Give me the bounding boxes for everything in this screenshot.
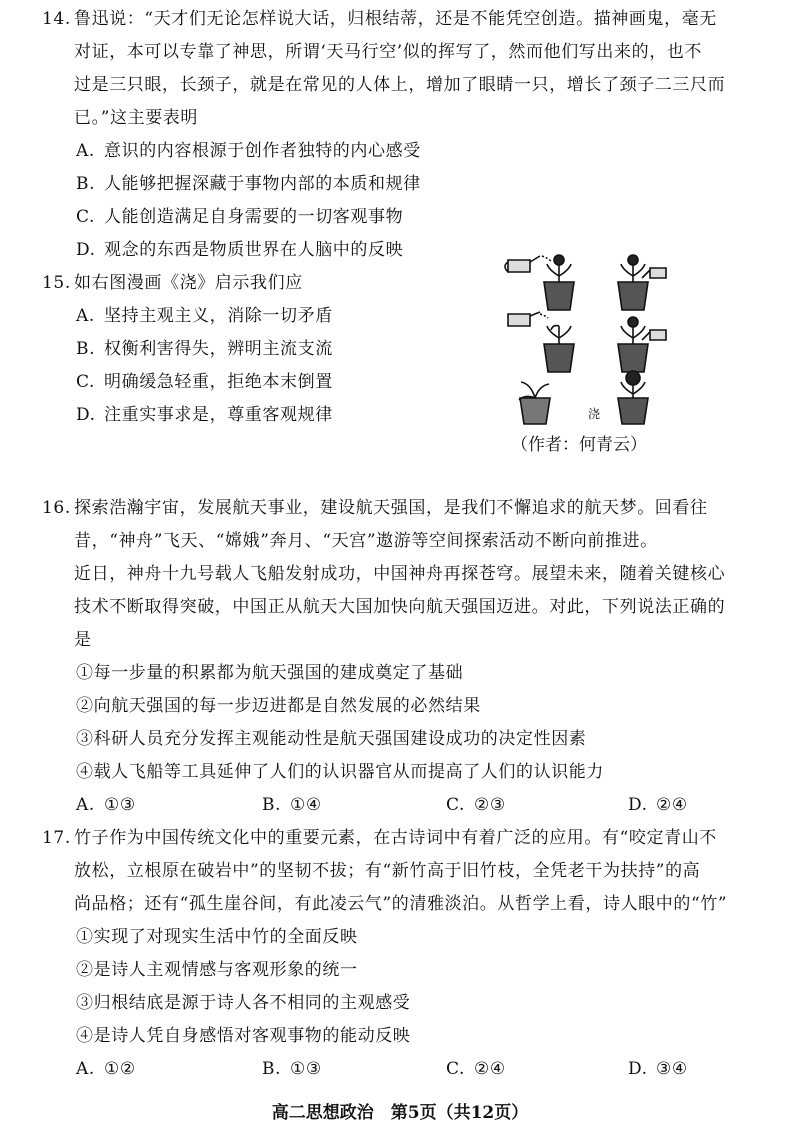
question-number: 15. xyxy=(42,273,71,293)
question-stem-line: 过是三只眼，长颈子，就是在常见的人体上，增加了眼睛一只，增长了颈子二三尺而 xyxy=(74,75,726,95)
choice-text: ②④ xyxy=(474,1059,506,1079)
choice-c xyxy=(446,1058,506,1080)
option-c xyxy=(76,371,333,393)
statement: ④是诗人凭自身感悟对客观事物的能动反映 xyxy=(76,1026,411,1046)
option-a xyxy=(76,140,421,162)
choice-a xyxy=(76,1058,136,1080)
option-d xyxy=(76,239,403,261)
question-stem-line: 如右图漫画《浇》启示我们应 xyxy=(74,273,303,293)
option-label: C. xyxy=(76,372,96,392)
flower-pot-icon xyxy=(618,317,648,372)
option-label: D. xyxy=(76,240,96,260)
choice-label: C. xyxy=(446,795,466,815)
choice-b xyxy=(262,1058,322,1080)
option-b xyxy=(76,338,333,360)
flower-pot-icon xyxy=(544,255,574,310)
watering-can-icon xyxy=(642,268,666,278)
choice-d xyxy=(628,794,688,816)
choice-label: D. xyxy=(628,795,648,815)
option-text: 坚持主观主义，消除一切矛盾 xyxy=(104,306,333,326)
choice-label: B. xyxy=(262,795,282,815)
option-label: A. xyxy=(76,306,95,326)
question-stem-line: 昔，“神舟”飞天、“嫦娥”奔月、“天宫”遨游等空间探索活动不断向前推进。 xyxy=(74,531,658,551)
option-label: D. xyxy=(76,405,96,425)
statement: ④载人飞船等工具延伸了人们的认识器官从而提高了人们的认识能力 xyxy=(76,762,604,782)
choice-text: ③④ xyxy=(656,1059,688,1079)
question-stem-line: 尚品格；还有“孤生崖谷间，有此凌云气”的清雅淡泊。从哲学上看，诗人眼中的“竹” xyxy=(74,894,728,914)
choice-text: ①③ xyxy=(290,1059,322,1079)
option-a xyxy=(76,305,333,327)
question-stem-line: 近日，神舟十九号载人飞船发射成功，中国神舟再探苍穹。展望未来，随着关键核心 xyxy=(74,564,726,584)
choice-text: ②④ xyxy=(656,795,688,815)
option-text: 意识的内容根源于创作者独特的内心感受 xyxy=(104,141,421,161)
option-text: 注重实事求是，尊重客观规律 xyxy=(104,405,333,425)
choice-text: ①② xyxy=(104,1059,136,1079)
choice-c xyxy=(446,794,506,816)
choice-d xyxy=(628,1058,688,1080)
page-footer: 高二思想政治 第5页（共12页） xyxy=(271,1103,529,1123)
choice-text: ①③ xyxy=(104,795,136,815)
figure-caption: （作者：何青云） xyxy=(511,435,647,455)
question-stem-line: 探索浩瀚宇宙，发展航天事业，建设航天强国，是我们不懈追求的航天梦。回看往 xyxy=(74,498,708,518)
choice-b xyxy=(262,794,322,816)
option-b xyxy=(76,173,421,195)
option-d xyxy=(76,404,333,426)
question-stem-line: 是 xyxy=(74,630,92,650)
statement: ②向航天强国的每一步迈进都是自然发展的必然结果 xyxy=(76,696,481,716)
question-stem-line: 竹子作为中国传统文化中的重要元素，在古诗词中有着广泛的应用。有“咬定青山不 xyxy=(74,828,717,848)
option-text: 明确缓急轻重，拒绝本末倒置 xyxy=(104,372,333,392)
option-label: B. xyxy=(76,174,96,194)
wilted-plant-icon xyxy=(519,382,550,424)
flower-pot-icon xyxy=(618,255,648,310)
option-text: 人能创造满足自身需要的一切客观事物 xyxy=(104,207,404,227)
statement: ③科研人员充分发挥主观能动性是航天强国建设成功的决定性因素 xyxy=(76,729,587,749)
question-number: 14. xyxy=(42,9,71,29)
choice-a xyxy=(76,794,136,816)
choice-label: B. xyxy=(262,1059,282,1079)
choice-text: ①④ xyxy=(290,795,322,815)
choice-label: D. xyxy=(628,1059,648,1079)
watering-can-icon xyxy=(508,312,540,326)
option-text: 观念的东西是物质世界在人脑中的反映 xyxy=(104,240,404,260)
statement: ①实现了对现实生活中竹的全面反映 xyxy=(76,927,358,947)
option-label: B. xyxy=(76,339,96,359)
watering-can-icon xyxy=(505,256,540,272)
question-number: 17. xyxy=(42,828,71,848)
question-stem-line: 对证，本可以专靠了神思，所谓‘天马行空’似的挥写了，然而他们写出来的，也不 xyxy=(74,42,703,62)
blooming-plant-icon xyxy=(618,371,648,424)
choice-label: A. xyxy=(76,795,95,815)
option-text: 人能够把握深藏于事物内部的本质和规律 xyxy=(104,174,421,194)
question-stem-line: 技术不断取得突破，中国正从航天大国加快向航天强国迈进。对此，下列说法正确的 xyxy=(74,597,726,617)
question-number: 16. xyxy=(42,498,71,518)
question-stem-line: 已。”这主要表明 xyxy=(74,108,198,128)
cartoon-label: 浇 xyxy=(588,407,601,421)
flower-pot-icon xyxy=(544,326,574,373)
question-stem-line: 放松，立根原在破岩中”的坚韧不拔；有“新竹高于旧竹枝，全凭老干为扶持”的高 xyxy=(74,861,701,881)
statement: ②是诗人主观情感与客观形象的统一 xyxy=(76,960,358,980)
statement: ①每一步量的积累都为航天强国的建成奠定了基础 xyxy=(76,663,464,683)
question-stem-line: 鲁迅说：“天才们无论怎样说大话，归根结蒂，还是不能凭空创造。描神画鬼，毫无 xyxy=(74,9,717,29)
watering-can-icon xyxy=(642,330,666,340)
statement: ③归根结底是源于诗人各不相同的主观感受 xyxy=(76,993,411,1013)
choice-label: C. xyxy=(446,1059,466,1079)
watering-cartoon-figure xyxy=(500,248,670,428)
option-label: A. xyxy=(76,141,95,161)
option-text: 权衡利害得失，辨明主流支流 xyxy=(104,339,333,359)
choice-label: A. xyxy=(76,1059,95,1079)
option-c xyxy=(76,206,403,228)
option-label: C. xyxy=(76,207,96,227)
choice-text: ②③ xyxy=(474,795,506,815)
